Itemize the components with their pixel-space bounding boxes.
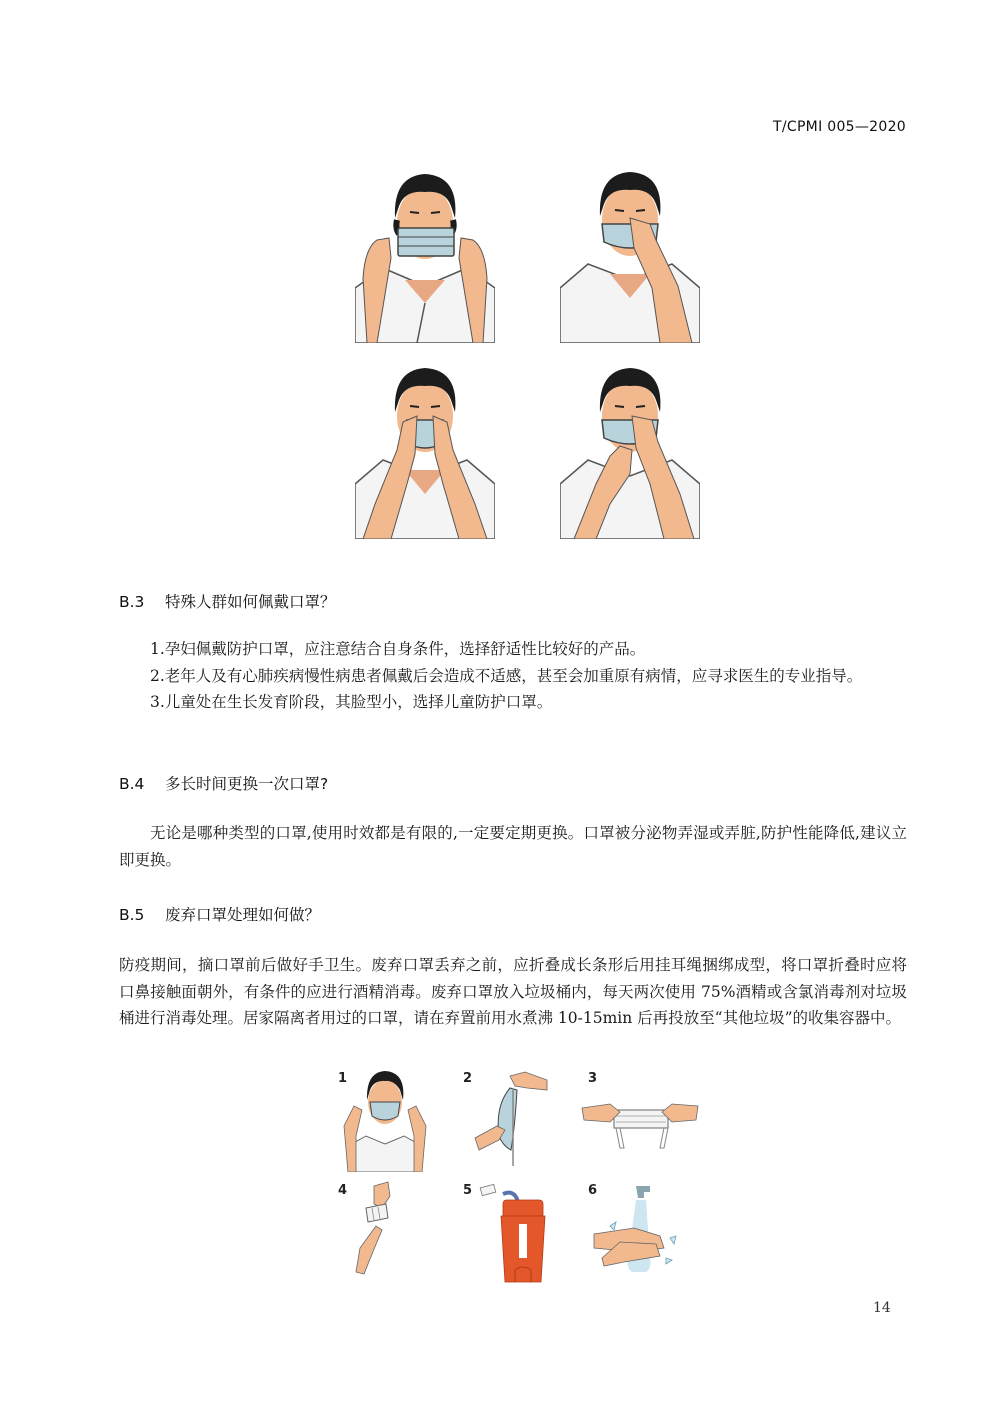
paragraph: 2.老年人及有心肺疾病慢性病患者佩戴后会造成不适感，甚至会加重原有病情，应寻求医生的专业指导。 [150,666,863,685]
section-number: B.5 [119,906,145,924]
section-body-b3 [119,636,907,716]
mask-wearing-panel-1 [355,168,495,343]
step-number: 2 [463,1071,473,1086]
step-number: 6 [588,1183,598,1198]
disposal-step-6 [580,1178,700,1284]
person-pressing-nose-clip-icon [560,168,700,343]
section-title: 多长时间更换一次口罩? [165,775,329,793]
page-number: 14 [873,1300,891,1316]
fold-mask-icon [455,1066,575,1172]
section-body-b4 [119,820,907,873]
disposal-step-1 [330,1066,450,1172]
disposal-step-3 [580,1066,700,1172]
step-number: 3 [588,1071,598,1086]
paragraph: 3.儿童处在生长发育阶段，其脸型小，选择儿童防护口罩。 [150,693,553,711]
disposal-step-4 [330,1178,450,1284]
section-body-b5 [119,952,907,1032]
disposal-step-5 [455,1178,575,1284]
section-number: B.4 [119,775,145,793]
trash-bin-icon [455,1178,575,1284]
paragraph: 防疫期间，摘口罩前后做好手卫生。废弃口罩丢弃之前，应折叠成长条形后用挂耳绳捆绑成型，将口罩折叠时应将口鼻接触面朝外，有条件的应进行酒精消毒。废弃口罩放入垃圾桶内，每天两次使用 75%酒精或含氯消毒剂对垃圾桶进行消毒处理。居家隔离者用过的口罩，请在弃置前用水煮沸 10-15min 后再投放至“其他垃圾”的收集容器中。 [119,956,907,1027]
section-title: 特殊人群如何佩戴口罩？ [165,593,336,611]
hand-washing-icon [580,1178,700,1284]
person-holding-mask-icon [355,168,495,343]
disposal-step-2 [455,1066,575,1172]
section-heading-b5 [119,903,320,925]
person-adjusting-mask-icon [560,364,700,539]
step-number: 1 [338,1071,348,1086]
document-code: T/CPMI 005—2020 [773,119,906,135]
step-number: 4 [338,1183,348,1198]
section-heading-b4 [119,772,328,794]
paragraph: 1.孕妇佩戴防护口罩，应注意结合自身条件，选择舒适性比较好的产品。 [150,640,646,658]
section-heading-b3 [119,590,336,612]
fold-into-strip-icon [580,1066,700,1172]
section-title: 废弃口罩处理如何做？ [165,906,321,924]
mask-wearing-figure [355,168,720,546]
paragraph: 无论是哪种类型的口罩,使用时效都是有限的,一定要定期更换。口罩被分泌物弄湿或弄脏,防护性能降低,建议立即更换。 [119,824,907,869]
tie-mask-icon [330,1178,450,1284]
mask-wearing-panel-2 [560,168,700,343]
person-pressing-mask-both-hands-icon [355,364,495,539]
step-number: 5 [463,1183,473,1198]
mask-wearing-panel-4 [560,364,700,539]
mask-disposal-figure [330,1066,700,1284]
section-number: B.3 [119,593,145,611]
mask-wearing-panel-3 [355,364,495,539]
remove-mask-icon [330,1066,450,1172]
